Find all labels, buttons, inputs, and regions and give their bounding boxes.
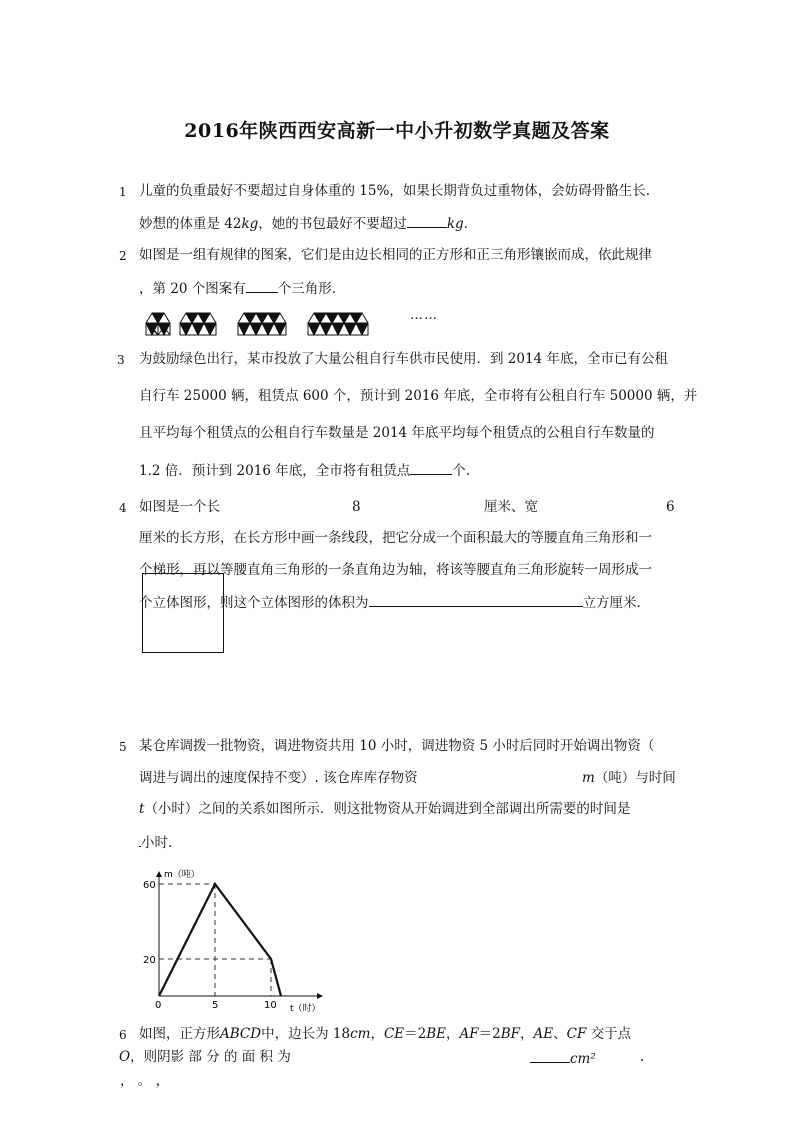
question-text — [530, 1048, 596, 1068]
variable: BF — [500, 1026, 521, 1042]
text-run: 1.2 倍．预计到 2016 年底，全市将有租赁点 — [139, 463, 411, 479]
answer-blank[interactable] — [407, 213, 447, 228]
pattern-1 — [146, 313, 170, 335]
text-run: ， — [370, 1026, 384, 1042]
unit: kg — [446, 216, 464, 232]
question-text: 如图是一个长 — [139, 499, 220, 515]
variable: CE — [383, 1026, 405, 1042]
text-run: ＝2 — [478, 1026, 501, 1042]
pattern-figure — [142, 306, 392, 338]
text-run: 小时. — [141, 835, 173, 851]
variable: ABCD — [220, 1026, 262, 1042]
question-text: . — [640, 1049, 645, 1065]
pattern-4 — [308, 313, 368, 335]
question-number: 1 — [119, 185, 127, 199]
variable: t — [139, 801, 145, 817]
unit: cm — [350, 1026, 371, 1042]
text-run: ，则阴影 部 分 的 面 积 为 — [130, 1049, 291, 1065]
x-tick-label: 5 — [212, 1000, 219, 1011]
question-text: 厘米的长方形，在长方形中画一条线段，把它分成一个面积最大的等腰直角三角形和一 — [139, 530, 652, 546]
question-text: 自行车 25000 辆，租赁点 600 个，预计到 2016 年底，全市将有公租自行车 50000 辆，并 — [139, 388, 698, 404]
rectangle-figure — [142, 573, 224, 653]
question-number: 2 — [119, 249, 127, 263]
y-axis-label: m（吨） — [164, 870, 200, 880]
y-tick-label: 60 — [143, 880, 156, 891]
text-run: （小时）之间的关系如图所示．则这批物资从开始调进到全部调出所需要的时间是 — [144, 801, 631, 817]
question-text: 某仓库调拨一批物资，调进物资共用 10 小时，调进物资 5 小时后同时开始调出物资（ — [139, 738, 655, 754]
text-run: 妙想的体重是 42 — [139, 216, 242, 232]
question-text: 如图是一组有规律的图案，它们是由边长相同的正方形和正三角形镶嵌而成，依此规律 — [139, 247, 652, 263]
x-tick-label: 10 — [264, 1000, 277, 1011]
question-text: 调进与调出的速度保持不变）. 该仓库库存物资 — [139, 770, 418, 786]
question-text — [139, 278, 336, 298]
question-text: 6 — [666, 499, 675, 515]
pattern-2 — [180, 313, 216, 335]
x-tick-label: 0 — [155, 1000, 162, 1011]
text-run: 个立体图形，则这个立体图形的体积为 — [139, 595, 369, 611]
answer-blank[interactable] — [246, 278, 278, 293]
answer-blank[interactable] — [530, 1048, 570, 1063]
question-text — [139, 1025, 631, 1043]
question-number: 4 — [119, 501, 127, 515]
variable: AE — [533, 1026, 554, 1042]
text-run: 中，边长为 18 — [261, 1026, 351, 1042]
text-run: . — [463, 216, 468, 232]
text-run: ，她的书包最好不要超过 — [258, 216, 407, 232]
text-run: 、 — [553, 1026, 567, 1042]
question-text: 儿童的负重最好不要超过自身体重的 15%，如果长期背负过重物体，会妨碍骨骼生长. — [139, 183, 651, 199]
text-run: 个. — [452, 463, 470, 479]
text-run: ， — [520, 1026, 534, 1042]
question-text — [139, 800, 630, 818]
text-run: 个三角形. — [277, 281, 337, 297]
question-text: ， 。 ， — [120, 1073, 170, 1089]
question-text — [582, 769, 676, 787]
question-text — [139, 460, 470, 480]
text-run: ，第 20 个图案有 — [139, 281, 246, 297]
text-run: 交于点 — [586, 1026, 632, 1042]
text-run: ， — [446, 1026, 460, 1042]
ellipsis: …… — [410, 308, 438, 323]
text-run: ＝2 — [404, 1026, 427, 1042]
variable: BE — [426, 1026, 446, 1042]
question-text: 8 — [352, 499, 361, 515]
pattern-3 — [238, 313, 286, 335]
question-text — [139, 213, 468, 233]
question-text — [119, 1048, 291, 1066]
text-run: 立方厘米. — [582, 595, 641, 611]
question-text: 厘米、宽 — [484, 499, 538, 515]
unit: cm² — [570, 1051, 596, 1067]
x-axis-label: t（时） — [290, 1004, 321, 1014]
answer-blank[interactable] — [369, 592, 583, 607]
answer-blank[interactable] — [410, 460, 452, 475]
line-graph — [140, 866, 330, 1016]
question-text: 为鼓励绿色出行，某市投放了大量公租自行车供市民使用．到 2014 年底，全市已有公租 — [139, 351, 668, 367]
text-run: 如图，正方形 — [139, 1026, 220, 1042]
graph-line — [159, 884, 281, 996]
question-number: 6 — [119, 1028, 127, 1042]
question-number: 3 — [117, 353, 125, 367]
page-title: 2016年陕西西安高新一中小升初数学真题及答案 — [184, 120, 610, 142]
variable: O — [119, 1049, 131, 1065]
y-tick-label: 20 — [143, 955, 156, 966]
variable: CF — [566, 1026, 587, 1042]
unit: kg — [241, 216, 259, 232]
question-text: 个梯形，再以等腰直角三角形的一条直角边为轴，将该等腰直角三角形旋转一周形成一 — [139, 562, 652, 578]
variable: m — [582, 770, 595, 786]
question-text: 且平均每个租赁点的公租自行车数量是 2014 年底平均每个租赁点的公租自行车数量的 — [139, 425, 655, 441]
text-run: （吨）与时间 — [594, 770, 676, 786]
variable: AF — [459, 1026, 479, 1042]
question-text — [139, 832, 172, 852]
question-number: 5 — [119, 740, 127, 754]
